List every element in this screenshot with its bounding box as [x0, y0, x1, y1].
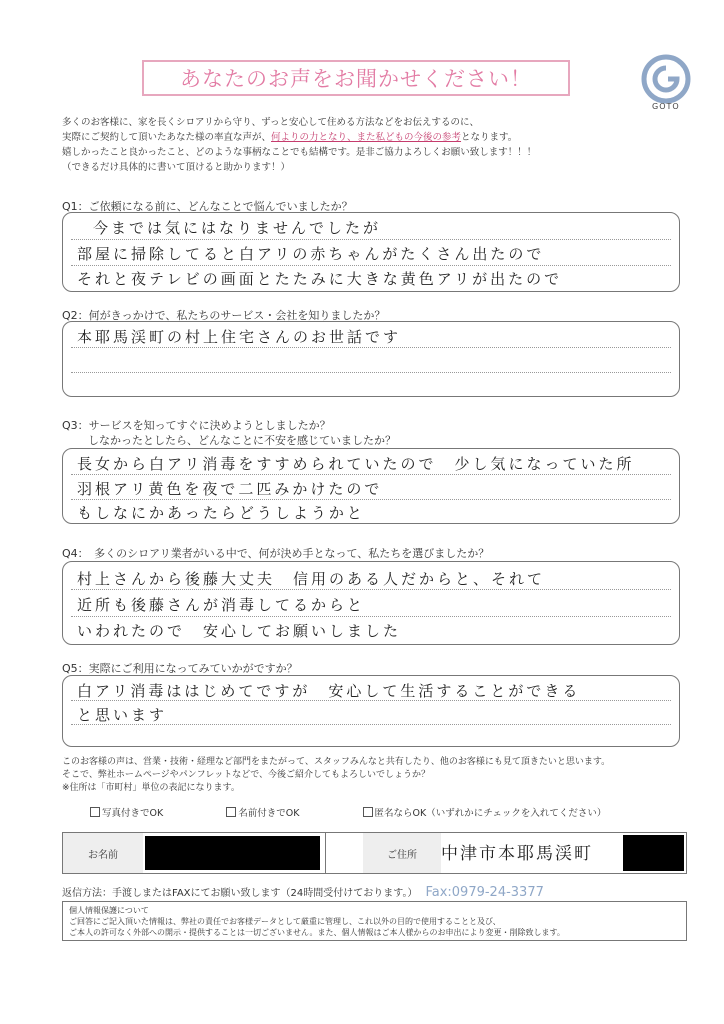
redacted-name — [145, 836, 320, 870]
intro-line: 多くのお客様に、家を長くシロアリから守り、ずっと安心して住める方法などをお伝えするのに、 — [62, 117, 480, 128]
privacy-notice — [62, 901, 687, 941]
address-label: ご住所 — [363, 833, 441, 873]
privacy-line: 個人情報保護について — [69, 906, 149, 915]
highlight-text: 何よりの力となり、また私どもの今後の参考 — [271, 132, 462, 143]
handwritten-address: 中津市本耶馬渓町 — [441, 844, 593, 864]
answer-box — [62, 675, 680, 747]
consent-line: このお客様の声は、営業・技術・経理など部門をまたがって、スタッフみんなと共有したり、他のお客様にも見て頂きたいと思います。 — [62, 757, 611, 767]
submit-text: 返信方法：手渡しまたはFAXにてお願い致します（24時間受付けております。） — [62, 888, 418, 899]
handwritten-answer: 今までは気にはなりませんでしたが — [93, 219, 382, 237]
fax-number: Fax:0979-24-3377 — [425, 885, 544, 900]
consent-text — [62, 756, 702, 795]
goto-logo-icon — [641, 54, 691, 104]
handwritten-answer: もしなにかあったらどうしようかと — [77, 504, 365, 522]
page-title: あなたのお声をお聞かせください！ — [142, 60, 570, 96]
intro-text — [62, 115, 682, 175]
question-sub-label: しなかったとしたら、どんなことに不安を感じていましたか？ — [88, 434, 396, 447]
name-label: お名前 — [63, 833, 143, 873]
question-label: Q1：ご依頼になる前に、どんなことで悩んでいましたか？ — [62, 200, 353, 213]
customer-info-table — [62, 832, 687, 874]
answer-box — [62, 448, 680, 524]
handwritten-answer: 部屋に掃除してると白アリの赤ちゃんがたくさん出たので — [77, 245, 545, 263]
handwritten-answer: 村上さんから後藤大丈夫 信用のある人だからと、それて — [77, 570, 546, 588]
logo-text: GOTO — [652, 102, 680, 111]
handwritten-answer: 白アリ消毒ははじめてですが 安心して生活することができる — [77, 682, 581, 700]
answer-box — [62, 561, 680, 645]
anonymous-ok-option[interactable]: 匿名ならOK（いずれかにチェックを入れてください） — [363, 808, 637, 819]
question-label: Q4： 多くのシロアリ業者がいる中で、何が決め手となって、私たちを選びましたか？ — [62, 547, 490, 560]
intro-line: （できるだけ具体的に書いて頂けると助かります！） — [62, 162, 291, 173]
handwritten-answer: 近所も後藤さんが消毒してるからと — [77, 596, 366, 614]
checkbox-icon — [226, 807, 236, 817]
handwritten-answer: 羽根アリ黄色を夜で二匹みかけたので — [77, 480, 383, 498]
intro-line: 嬉しかったこと良かったこと、どのような事柄なことでも結構です。是非ご協力よろしくお願い致します！！！ — [62, 147, 537, 158]
consent-line: そこで、弊社ホームページやパンフレットなどで、今後ご紹介してもよろしいでしょうか？ — [62, 770, 431, 780]
answer-box — [62, 321, 680, 397]
submit-method — [62, 884, 544, 900]
intro-line: 実際にご契約して頂いたあなた様の率直な声が、何よりの力となり、また私どもの今後の参考となります。 — [62, 132, 518, 143]
name-ok-option[interactable]: 名前付きでOK — [226, 808, 329, 819]
question-label: Q2：何がきっかけで、私たちのサービス・会社を知りましたか？ — [62, 309, 386, 322]
privacy-line: ご本人の許可なく外部への開示・提供することは一切ございません。また、個人情報はご本人様からのお申出により変更・削除致します。 — [69, 928, 565, 937]
permission-checkboxes — [90, 805, 666, 819]
emphasis-text: 是非ご協力よろしくお願い致します！！！ — [355, 147, 537, 158]
handwritten-answer: と思います — [77, 706, 168, 724]
redacted-address — [623, 835, 684, 871]
question-label: Q5：実際にご利用になってみていかがですか？ — [62, 662, 298, 675]
consent-line: ※住所は「市町村」単位の表記になります。 — [62, 783, 240, 793]
handwritten-answer: 長女から白アリ消毒をすすめられていたので 少し気になっていた所 — [77, 455, 635, 473]
handwritten-answer: 本耶馬渓町の村上住宅さんのお世話です — [77, 328, 402, 346]
question-label: Q3：サービスを知ってすぐに決めようとしましたか？ — [62, 419, 331, 432]
privacy-line: ご回答にご記入頂いた情報は、弊社の責任でお客様データとして厳重に管理し、これ以外の目的で使用することと及び、 — [69, 917, 501, 926]
handwritten-answer: いわれたので 安心してお願いしました — [77, 622, 402, 640]
checkbox-icon — [90, 807, 100, 817]
answer-box — [62, 212, 680, 292]
checkbox-icon — [363, 807, 373, 817]
photo-ok-option[interactable]: 写真付きでOK — [90, 808, 193, 819]
handwritten-answer: それと夜テレビの画面とたたみに大きな黄色アリが出たので — [77, 270, 563, 288]
